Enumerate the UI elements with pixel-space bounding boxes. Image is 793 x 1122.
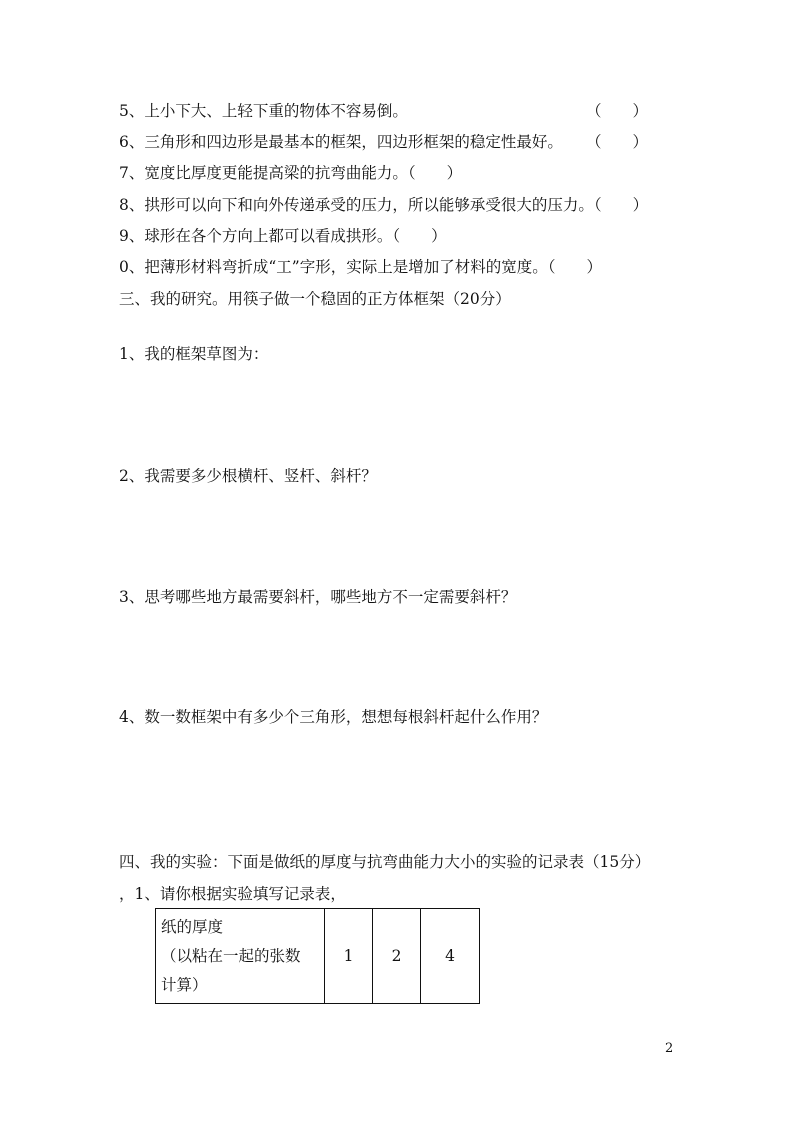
judgment-9-text: 9、球形在各个方向上都可以看成拱形。（ ）: [119, 227, 447, 245]
judgment-5: [119, 101, 408, 121]
thickness-header-line-2: （以粘在一起的张数: [161, 946, 301, 965]
record-table: [155, 908, 480, 1004]
section-3-title: 三、我的研究。用筷子做一个稳固的正方体框架（20分）: [119, 290, 511, 308]
thickness-value-1: 1: [325, 909, 373, 1004]
judgment-10: [119, 257, 602, 277]
page-number: 2: [665, 1041, 674, 1056]
section-4-subtitle: ，1、请你根据实验填写记录表，: [119, 885, 346, 903]
judgment-6: [119, 132, 563, 152]
judgment-8: [119, 195, 648, 215]
table-row: [156, 909, 480, 1004]
thickness-header-line-3: 计算）: [161, 975, 208, 994]
judgment-5-text: 5、上小下大、上轻下重的物体不容易倒。: [119, 102, 408, 120]
thickness-header-cell: [156, 909, 325, 1004]
thickness-header-line-1: 纸的厚度: [161, 917, 224, 936]
section-3-question-1: 1、我的框架草图为：: [119, 345, 269, 363]
judgment-8-text: 8、拱形可以向下和向外传递承受的压力，所以能够承受很大的压力。（ ）: [119, 196, 649, 214]
judgment-6-text: 6、三角形和四边形是最基本的框架，四边形框架的稳定性最好。: [119, 133, 563, 151]
judgment-9: [119, 226, 447, 246]
judgment-10-text: 0、把薄形材料弯折成“工”字形，实际上是增加了材料的宽度。（ ）: [119, 258, 602, 276]
thickness-value-2: 2: [373, 909, 421, 1004]
section-3-question-2: 2、我需要多少根横杆、竖杆、斜杆？: [119, 467, 377, 485]
judgment-7-text: 7、宽度比厚度更能提高梁的抗弯曲能力。（ ）: [119, 164, 463, 182]
section-3-question-3: 3、思考哪些地方最需要斜杆，哪些地方不一定需要斜杆？: [119, 588, 517, 606]
judgment-5-answer: （ ）: [586, 102, 649, 120]
judgment-6-answer: （ ）: [586, 133, 649, 151]
section-3-question-4: 4、数一数框架中有多少个三角形，想想每根斜杆起什么作用？: [119, 708, 548, 726]
thickness-value-4: 4: [421, 909, 480, 1004]
judgment-7: [119, 163, 462, 183]
section-4-title: 四、我的实验：下面是做纸的厚度与抗弯曲能力大小的实验的记录表（15分）: [119, 853, 651, 871]
